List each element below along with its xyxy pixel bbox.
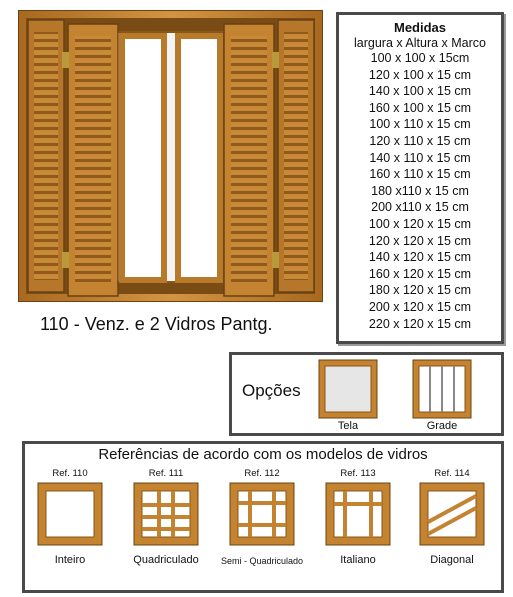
window-illustration <box>18 10 323 302</box>
measure-size-item: 160 x 100 x 15 cm <box>368 100 472 115</box>
measure-size-item: 160 x 110 x 15 cm <box>369 167 471 182</box>
options-label: Opções <box>242 381 301 400</box>
ref-111-thumbnail[interactable] <box>133 482 199 546</box>
product-caption: 110 - Venz. e 2 Vidros Pantg. <box>40 314 273 334</box>
ref-112-name: Semi - Quadriculado <box>220 556 304 566</box>
references-title: Referências de acordo com os modelos de vidros <box>98 446 428 463</box>
ref-110-code: Ref. 110 <box>52 468 88 479</box>
ref-114-code: Ref. 114 <box>434 468 470 479</box>
measure-size-item: 200 x 120 x 15 cm <box>368 299 472 314</box>
ref-114-thumbnail[interactable] <box>419 482 485 546</box>
ref-110-thumbnail[interactable] <box>37 482 103 546</box>
ref-111-name: Quadriculado <box>133 554 199 566</box>
measure-size-item: 140 x 110 x 15 cm <box>369 150 471 165</box>
references-panel <box>22 441 504 593</box>
option-grade-thumbnail[interactable] <box>412 359 472 419</box>
option-grade-label: Grade <box>426 420 458 432</box>
measures-title: Medidas <box>393 20 446 35</box>
ref-112-code: Ref. 112 <box>244 468 280 479</box>
measure-size-item: 140 x 100 x 15 cm <box>368 84 472 99</box>
measure-size-item: 180 x110 x 15 cm <box>371 183 469 198</box>
option-tela-thumbnail[interactable] <box>318 359 378 419</box>
ref-113-thumbnail[interactable] <box>325 482 391 546</box>
measure-size-item: 200 x110 x 15 cm <box>371 200 469 215</box>
ref-110-name: Inteiro <box>54 554 86 566</box>
measure-size-item: 120 x 120 x 15 cm <box>368 233 472 248</box>
measure-size-item: 160 x 120 x 15 cm <box>368 266 472 281</box>
measure-size-item: 180 x 120 x 15 cm <box>368 283 472 298</box>
measure-size-item: 220 x 120 x 15 cm <box>368 316 472 331</box>
ref-112-thumbnail[interactable] <box>229 482 295 546</box>
measure-size-item: 140 x 120 x 15 cm <box>368 250 472 265</box>
measure-size-item: 100 x 120 x 15 cm <box>368 216 472 231</box>
measure-size-item: 100 x 100 x 15cm <box>370 51 470 65</box>
ref-113-code: Ref. 113 <box>340 468 376 479</box>
measures-panel <box>336 12 504 344</box>
ref-113-name: Italiano <box>340 554 376 566</box>
measure-size-item: 120 x 110 x 15 cm <box>369 133 471 148</box>
ref-114-name: Diagonal <box>430 554 474 566</box>
options-panel <box>229 352 504 436</box>
measures-subtitle: largura x Altura x Marco <box>354 36 486 50</box>
measures-list <box>339 50 501 332</box>
measure-size-item: 100 x 110 x 15 cm <box>369 117 471 132</box>
ref-111-code: Ref. 111 <box>148 468 184 479</box>
measure-size-item: 120 x 100 x 15 cm <box>368 67 472 82</box>
option-tela-label: Tela <box>337 420 359 432</box>
